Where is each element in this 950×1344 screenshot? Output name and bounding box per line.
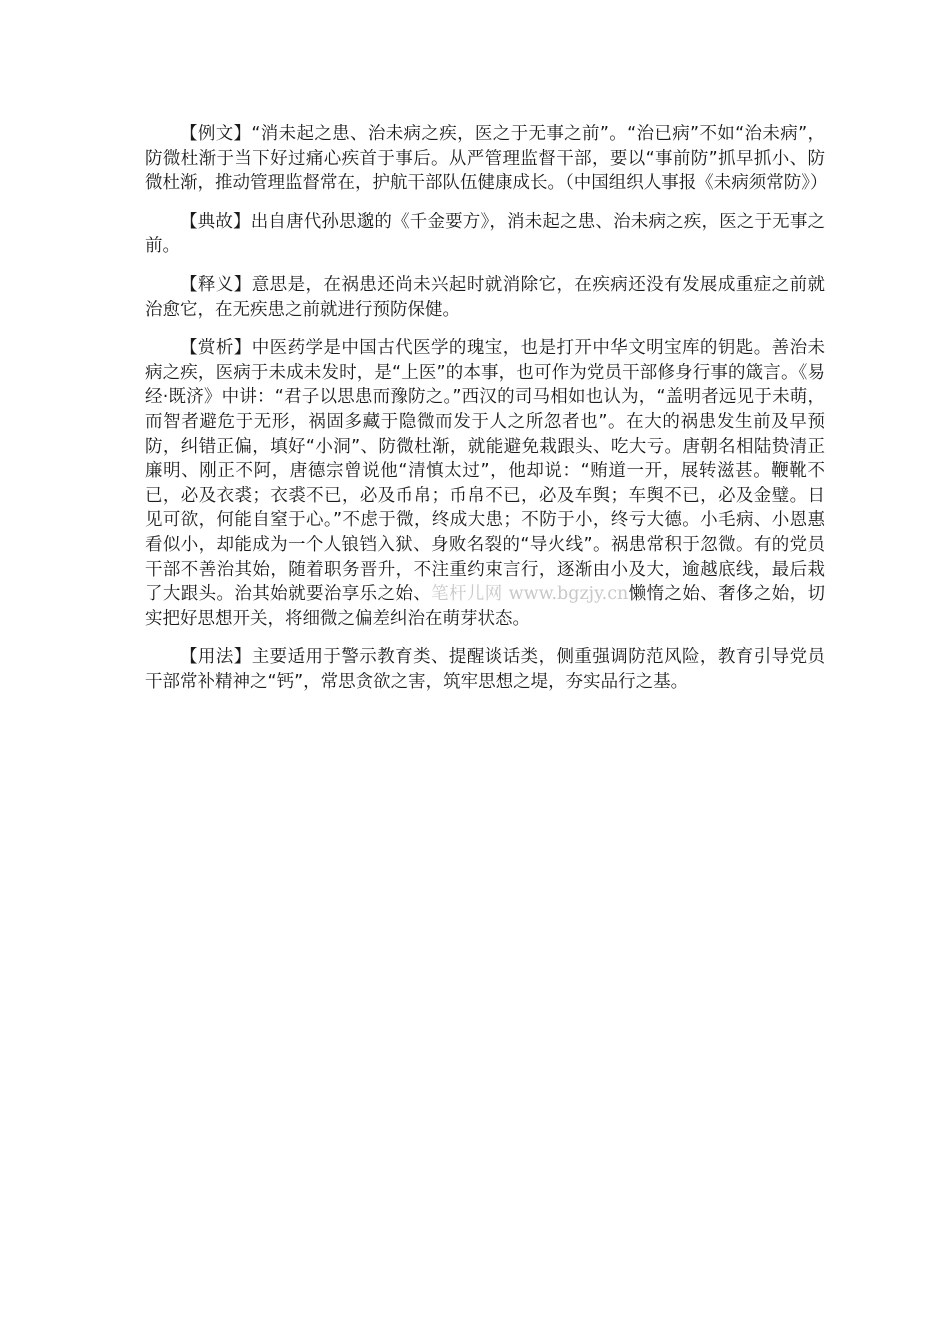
meaning-label: 【释义】: [180, 274, 252, 295]
origin-text: 出自唐代孙思邈的《千金要方》，消未起之患、治未病之疾，医之于无事之前。: [145, 211, 826, 257]
paragraph-meaning: [145, 273, 825, 322]
usage-text: 主要适用于警示教育类、提醒谈话类，侧重强调防范风险，教育引导党员干部常补精神之“钙”，常思贪欲之害，筑牢思想之堤，夯实品行之基。: [145, 647, 826, 692]
paragraph-analysis: [145, 336, 825, 631]
meaning-text: 意思是，在祸患还尚未兴起时就消除它，在疾病还没有发展成重症之前就治愈它，在无疾患之前就进行预防保健。: [145, 274, 826, 320]
origin-label: 【典故】: [180, 211, 251, 232]
site-watermark: 笔杆儿网 www.bgzjy.cn: [431, 584, 629, 605]
paragraph-origin: [145, 210, 825, 259]
example-text: “消未起之患、治未病之疾，医之于无事之前”。“治已病”不如“治未病”，防微杜渐于当下好过痛心疾首于事后。从严管理监督干部，要以“事前防”抓早抓小、防微杜渐，推动管理监督常在，护航干部队伍健康成长。（中国组织人事报《未病须常防》）: [145, 124, 828, 194]
analysis-label: 【赏析】: [180, 338, 252, 359]
paragraph-usage: [145, 645, 825, 694]
analysis-text-after: 懒惰之始、奢侈之始，切实把好思想开关，将细微之偏差纠治在萌芽状态。: [145, 584, 826, 629]
analysis-text-before: 中医药学是中国古代医学的瑰宝，也是打开中华文明宝库的钥匙。善治未病之疾，医病于未成未发时，是“上医”的本事，也可作为党员干部修身行事的箴言。《易经·既济》中讲：“君子以思患而豫防之。”西汉的司马相如也认为，“盖明者远见于未萌，而智者避危于无形，祸固多藏于隐微而发于人之所忽者也”。在大的祸患发生前及早预防，纠错正偏，填好“小洞”、防微杜渐，就能避免栽跟头、吃大亏。唐朝名相陆贽清正廉明、刚正不阿，唐德宗曾说他“清慎太过”，他却说：“贿道一开，展转滋甚。鞭靴不已，必及衣裘；衣裘不已，必及币帛；币帛不已，必及车舆；车舆不已，必及金璧。日见可欲，何能自窒于心。”不虑于微，终成大患；不防于小，终亏大德。小毛病、小恩惠看似小，却能成为一个人锒铛入狱、身败名裂的“导火线”。祸患常积于忽微。有的党员干部不善治其始，随着职务晋升，不注重约束言行，逐渐由小及大，逾越底线，最后栽了大跟头。治其始就要治享乐之始、: [145, 338, 826, 605]
example-label: 【例文】: [180, 124, 252, 144]
paragraph-example: [145, 122, 828, 196]
usage-label: 【用法】: [180, 647, 252, 668]
document-page: [145, 122, 828, 708]
